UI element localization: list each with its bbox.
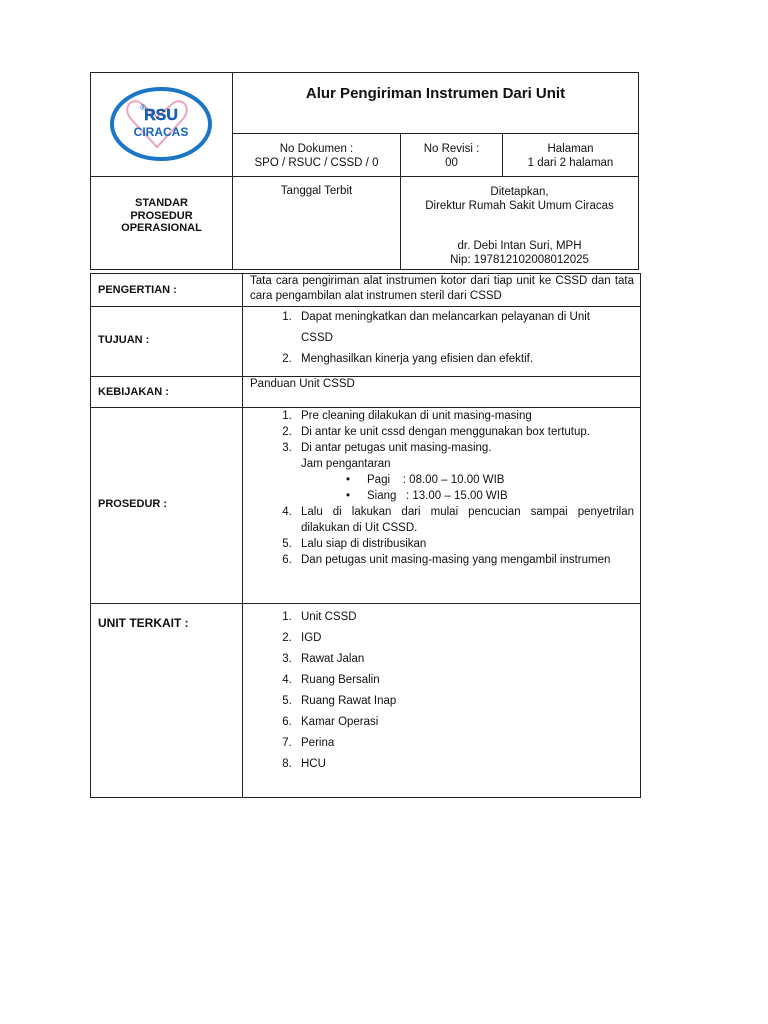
kebijakan-label: KEBIJAKAN : xyxy=(91,377,243,408)
unit-terkait-label: UNIT TERKAIT : xyxy=(91,604,243,798)
tanggal-terbit-label: Tanggal Terbit xyxy=(280,185,353,197)
logo-ciracas-text: CIRACAS xyxy=(133,125,189,139)
halaman-value: 1 dari 2 halaman xyxy=(527,157,614,169)
unit-terkait-row xyxy=(91,604,641,798)
direktur-label: Direktur Rumah Sakit Umum Ciracas xyxy=(425,200,614,212)
ditetapkan-label: Ditetapkan, xyxy=(490,186,549,198)
standar-cell xyxy=(91,177,233,270)
no-dokumen-label: No Dokumen : xyxy=(279,143,354,155)
prosedur-item xyxy=(295,440,634,504)
prosedur-label: PROSEDUR : xyxy=(91,408,243,604)
procedure-table xyxy=(90,273,641,798)
prosedur-item: 2. Di antar ke unit cssd dengan menggunakan box tertutup. xyxy=(295,424,634,440)
logo-rsu-text: RSU xyxy=(144,107,178,124)
pengertian-row xyxy=(91,274,641,307)
prosedur-row xyxy=(91,408,641,604)
signatory-name: dr. Debi Intan Suri, MPH xyxy=(457,240,582,252)
logo-cell xyxy=(91,73,233,177)
tujuan-item: 1. Dapat meningkatkan dan melancarkan pelayanan di Unit CSSD xyxy=(295,307,621,349)
no-revisi-label: No Revisi : xyxy=(423,143,480,155)
unit-item: 3. Rawat Jalan xyxy=(295,649,634,670)
jam-label: Jam pengantaran xyxy=(301,458,391,470)
ditetapkan-cell xyxy=(401,177,639,270)
kebijakan-row xyxy=(91,377,641,408)
no-dokumen-value: SPO / RSUC / CSSD / 0 xyxy=(254,157,379,169)
standar-line: OPERASIONAL xyxy=(121,222,202,234)
unit-item: 2. IGD xyxy=(295,628,634,649)
unit-item: 6. Kamar Operasi xyxy=(295,712,634,733)
tanggal-terbit-cell xyxy=(233,177,401,270)
unit-item: 7. Perina xyxy=(295,733,634,754)
prosedur-item: 1. Pre cleaning dilakukan di unit masing-masing xyxy=(295,408,634,424)
pengertian-text: Tata cara pengiriman alat instrumen kotor dari tiap unit ke CSSD dan tata cara pengambilan alat instrumen steril dari CSSD xyxy=(243,274,641,307)
jam-item: • Pagi : 08.00 – 10.00 WIB xyxy=(361,472,634,488)
signatory-nip: Nip: 197812102008012025 xyxy=(450,254,589,266)
unit-item: 5. Ruang Rawat Inap xyxy=(295,691,634,712)
document-title: Alur Pengiriman Instrumen Dari Unit xyxy=(305,85,566,102)
pengertian-label: PENGERTIAN : xyxy=(91,274,243,307)
tujuan-label: TUJUAN : xyxy=(91,307,243,377)
unit-item: 4. Ruang Bersalin xyxy=(295,670,634,691)
document-header-table xyxy=(90,72,639,270)
standar-line: STANDAR xyxy=(135,197,188,209)
no-revisi-value: 00 xyxy=(445,157,458,169)
prosedur-item: 6. Dan petugas unit masing-masing yang mengambil instrumen xyxy=(295,552,634,568)
title-cell xyxy=(233,73,639,134)
standar-line: PROSEDUR xyxy=(130,209,193,222)
unit-item: 1. Unit CSSD xyxy=(295,607,634,628)
tujuan-item: 2. Menghasilkan kinerja yang efisien dan efektif. xyxy=(295,349,634,370)
prosedur-content xyxy=(243,408,641,604)
prosedur-item-text: Di antar petugas unit masing-masing. xyxy=(301,442,492,454)
svg-text:®: ® xyxy=(140,103,146,112)
no-dokumen-cell xyxy=(233,134,401,177)
halaman-label: Halaman xyxy=(547,143,594,155)
rsu-ciracas-logo xyxy=(91,73,232,176)
tujuan-row xyxy=(91,307,641,377)
unit-terkait-content xyxy=(243,604,641,798)
no-revisi-cell xyxy=(401,134,503,177)
prosedur-item: 5. Lalu siap di distribusikan xyxy=(295,536,634,552)
kebijakan-text: Panduan Unit CSSD xyxy=(243,377,641,408)
prosedur-item: 4. Lalu di lakukan dari mulai pencucian sampai penyetrilan dilakukan di Uit CSSD. xyxy=(295,504,634,536)
tujuan-content xyxy=(243,307,641,377)
unit-item: 8. HCU xyxy=(295,754,634,775)
halaman-cell xyxy=(503,134,639,177)
jam-item: • Siang : 13.00 – 15.00 WIB xyxy=(361,488,634,504)
